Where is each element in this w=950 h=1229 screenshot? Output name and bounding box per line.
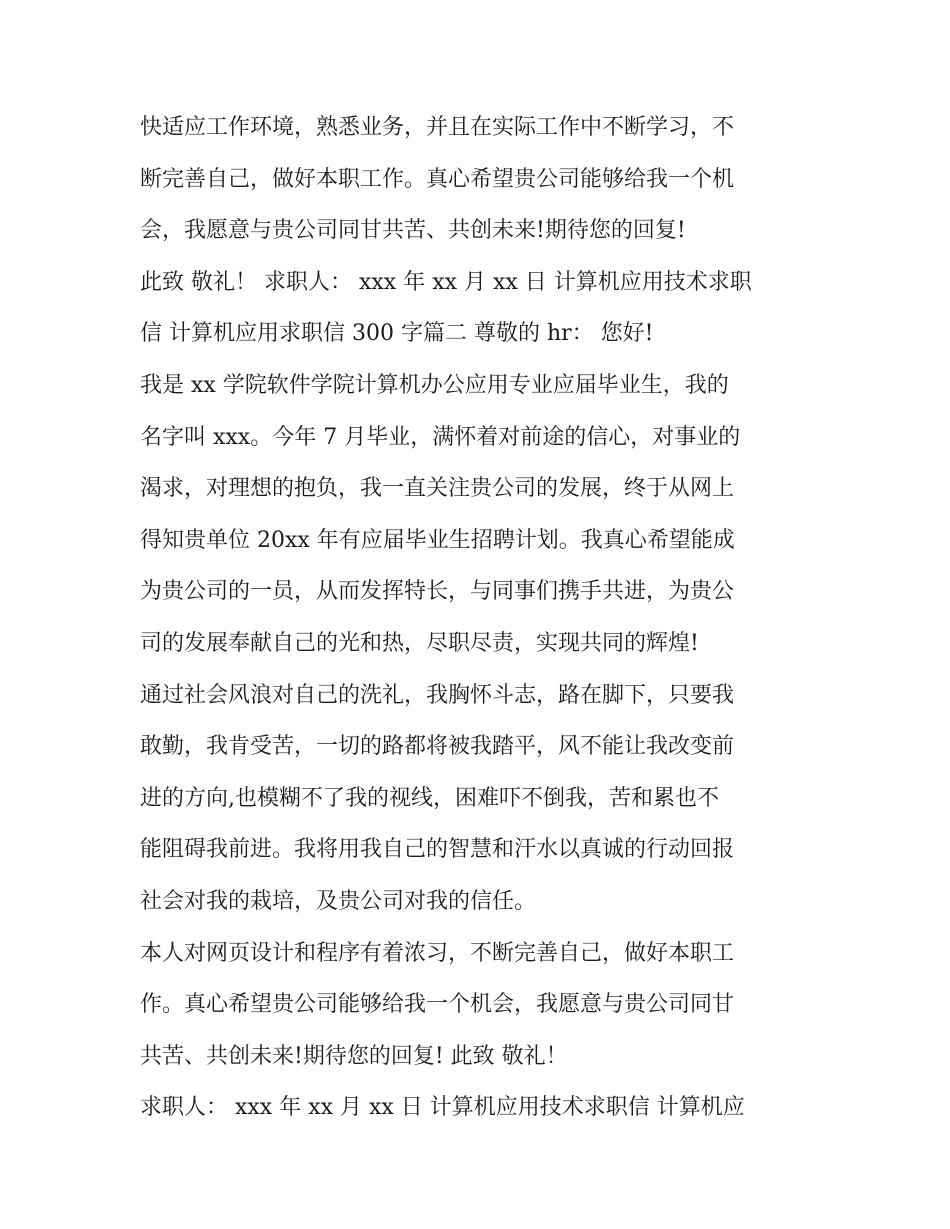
text-line: 共苦、共创未来!期待您的回复! 此致 敬礼！ (140, 1043, 568, 1069)
text-line: 得知贵单位 20xx 年有应届毕业生招聘计划。我真心希望能成 (140, 527, 735, 553)
text-line: 快适应工作环境，熟悉业务，并且在实际工作中不断学习，不 (140, 115, 735, 140)
text-line: 本人对网页设计和程序有着浓习，不断完善自己，做好本职工 (140, 940, 735, 966)
text-line: 渴求，对理想的抱负，我一直关注贵公司的发展，终于从网上 (140, 476, 735, 502)
text-line: 能阻碍我前进。我将用我自己的智慧和汗水以真诚的行动回报 (140, 837, 735, 863)
text-line: 司的发展奉献自己的光和热，尽职尽责，实现共同的辉煌! (140, 630, 699, 656)
text-line: 信 计算机应用求职信 300 字篇二 尊敬的 hr： 您好! (140, 321, 654, 347)
letter-body (140, 107, 820, 1139)
text-line: 名字叫 xxx。今年 7 月毕业，满怀着对前途的信心，对事业的 (140, 424, 741, 450)
text-line: 通过社会风浪对自己的洗礼，我胸怀斗志，路在脚下，只要我 (140, 682, 735, 708)
text-line: 会，我愿意与贵公司同甘共苦、共创未来!期待您的回复! (140, 218, 686, 244)
text-line: 为贵公司的一员，从而发挥特长，与同事们携手共进，为贵公 (140, 579, 735, 605)
text-line: 我是 xx 学院软件学院计算机办公应用专业应届毕业生，我的 (140, 372, 729, 398)
text-line: 敢勤，我肯受苦，一切的路都将被我踏平，风不能让我改变前 (140, 734, 735, 760)
text-line: 作。真心希望贵公司能够给我一个机会，我愿意与贵公司同甘 (140, 992, 735, 1018)
text-line: 断完善自己，做好本职工作。真心希望贵公司能够给我一个机 (140, 166, 735, 192)
text-line: 进的方向,也模糊不了我的视线，困难吓不倒我，苦和累也不 (140, 785, 719, 811)
text-line: 求职人： xxx 年 xx 月 xx 日 计算机应用技术求职信 计算机应 (140, 1095, 745, 1121)
text-line: 此致 敬礼！ 求职人： xxx 年 xx 月 xx 日 计算机应用技术求职 (140, 269, 752, 295)
text-line: 社会对我的栽培，及贵公司对我的信任。 (140, 888, 537, 914)
